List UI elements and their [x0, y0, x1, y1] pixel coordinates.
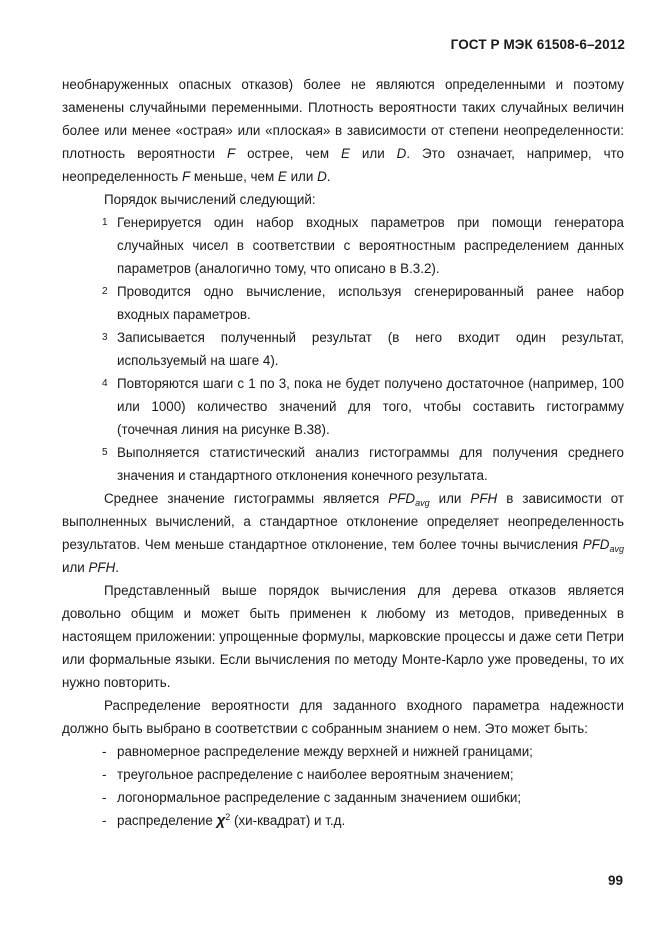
text-run: необнаруженных опасных отказов) более не являются определенными и поэтому заменены случайными переменными. Плотность вероятности таких случайных величин более или менее «острая» или «плоская» в зависимости от степени неопределенности: плотность вероятности	[62, 77, 624, 161]
dash-bullet: -	[102, 767, 107, 782]
subscript: avg	[609, 544, 624, 554]
chi-symbol: χ	[216, 812, 226, 829]
step-number: 4	[102, 378, 108, 389]
step-number: 2	[102, 286, 108, 297]
distribution-text: (хи-квадрат) и т.д.	[230, 813, 346, 828]
var-e: E	[277, 169, 287, 184]
step-text: Повторяются шаги с 1 по 3, пока не будет получено достаточное (например, 100 или 1000) количество значений для того, чтобы составить гистограмму (точечная линия на рисунке В.38).	[117, 376, 624, 437]
var-e: E	[341, 146, 350, 161]
text-run: меньше, чем	[190, 169, 278, 184]
step-number: 3	[102, 332, 108, 343]
text-run: острее, чем	[235, 146, 341, 161]
var-pfh: PFH	[470, 491, 498, 506]
distribution-text: равномерное распределение между верхней и нижней границами;	[117, 744, 533, 759]
distribution-text: треугольное распределение с наиболее вероятным значением;	[117, 767, 514, 782]
text-run: или	[429, 491, 471, 506]
text-run: . Это означает, например, что неопределенность	[62, 146, 624, 184]
step-text: Генерируется один набор входных параметров при помощи генератора случайных чисел в соответствии с вероятностным распределением данных параметров (аналогично тому, что описано в В.3.2).	[117, 215, 624, 276]
text-run: или	[349, 146, 397, 161]
distribution-item	[62, 786, 624, 809]
dash-bullet: -	[102, 790, 107, 805]
procedure-steps	[62, 211, 624, 487]
step-text: Выполняется статистический анализ гистограммы для получения среднего значения и стандартного отклонения конечного результата.	[117, 445, 624, 483]
step-item	[62, 326, 624, 372]
dash-bullet: -	[102, 744, 107, 759]
step-text: Проводится одно вычисление, используя сгенерированный ранее набор входных параметров.	[117, 284, 624, 322]
distribution-list	[62, 740, 624, 832]
text-run: PFD	[388, 491, 416, 506]
var-pfh: PFH	[88, 560, 116, 575]
dash-bullet: -	[102, 813, 107, 828]
text-run: в зависимости от выполненных вычислений, а стандартное отклонение определяет неопределенность результатов. Чем меньше стандартное отклонение, тем более точны вычисления	[62, 491, 624, 552]
step-text: Записывается полученный результат (в него входит один результат, используемый на шаге 4).	[117, 330, 624, 368]
step-number: 5	[102, 447, 108, 458]
document-body	[62, 73, 624, 832]
standard-header: ГОСТ Р МЭК 61508-6–2012	[450, 37, 625, 52]
page-number: 99	[607, 873, 623, 888]
step-item	[62, 372, 624, 441]
var-f: F	[226, 146, 236, 161]
text-run: .	[326, 169, 331, 184]
distribution-text: логонормальное распределение с заданным значением ошибки;	[117, 790, 522, 805]
distribution-item	[62, 809, 624, 832]
distribution-text: распределение	[117, 813, 217, 828]
text-run: PFD	[582, 537, 610, 552]
text-run: .	[115, 560, 120, 575]
text-run: или	[286, 169, 318, 184]
step-item	[62, 211, 624, 280]
paragraph-distribution-intro: Распределение вероятности для заданного входного параметра надежности должно быть выбрано в соответствии с собранным знанием о нем. Это может быть:	[62, 698, 624, 736]
var-d: D	[396, 146, 407, 161]
text-run: или	[62, 560, 89, 575]
step-item	[62, 280, 624, 326]
var-pfd-avg	[583, 537, 624, 552]
var-pfd-avg	[388, 491, 429, 506]
paragraph-general-method: Представленный выше порядок вычисления для дерева отказов является довольно общим и может быть применен к любому из методов, приведенных в настоящем приложении: упрощенные формулы, марковские процессы и даже сети Петри или формальные языки. Если вычисления по методу Монте-Карло уже проведены, то их нужно повторить.	[62, 583, 624, 690]
text-run: Среднее значение гистограммы является	[104, 491, 389, 506]
var-f: F	[181, 169, 191, 184]
step-number: 1	[102, 217, 108, 228]
step-item	[62, 441, 624, 487]
paragraph-continuation	[62, 73, 624, 188]
distribution-item	[62, 740, 624, 763]
superscript: 2	[225, 812, 231, 822]
procedure-intro: Порядок вычислений следующий:	[104, 192, 316, 207]
distribution-item	[62, 763, 624, 786]
paragraph-histogram	[62, 487, 624, 579]
var-d: D	[317, 169, 327, 184]
subscript: avg	[415, 498, 430, 508]
